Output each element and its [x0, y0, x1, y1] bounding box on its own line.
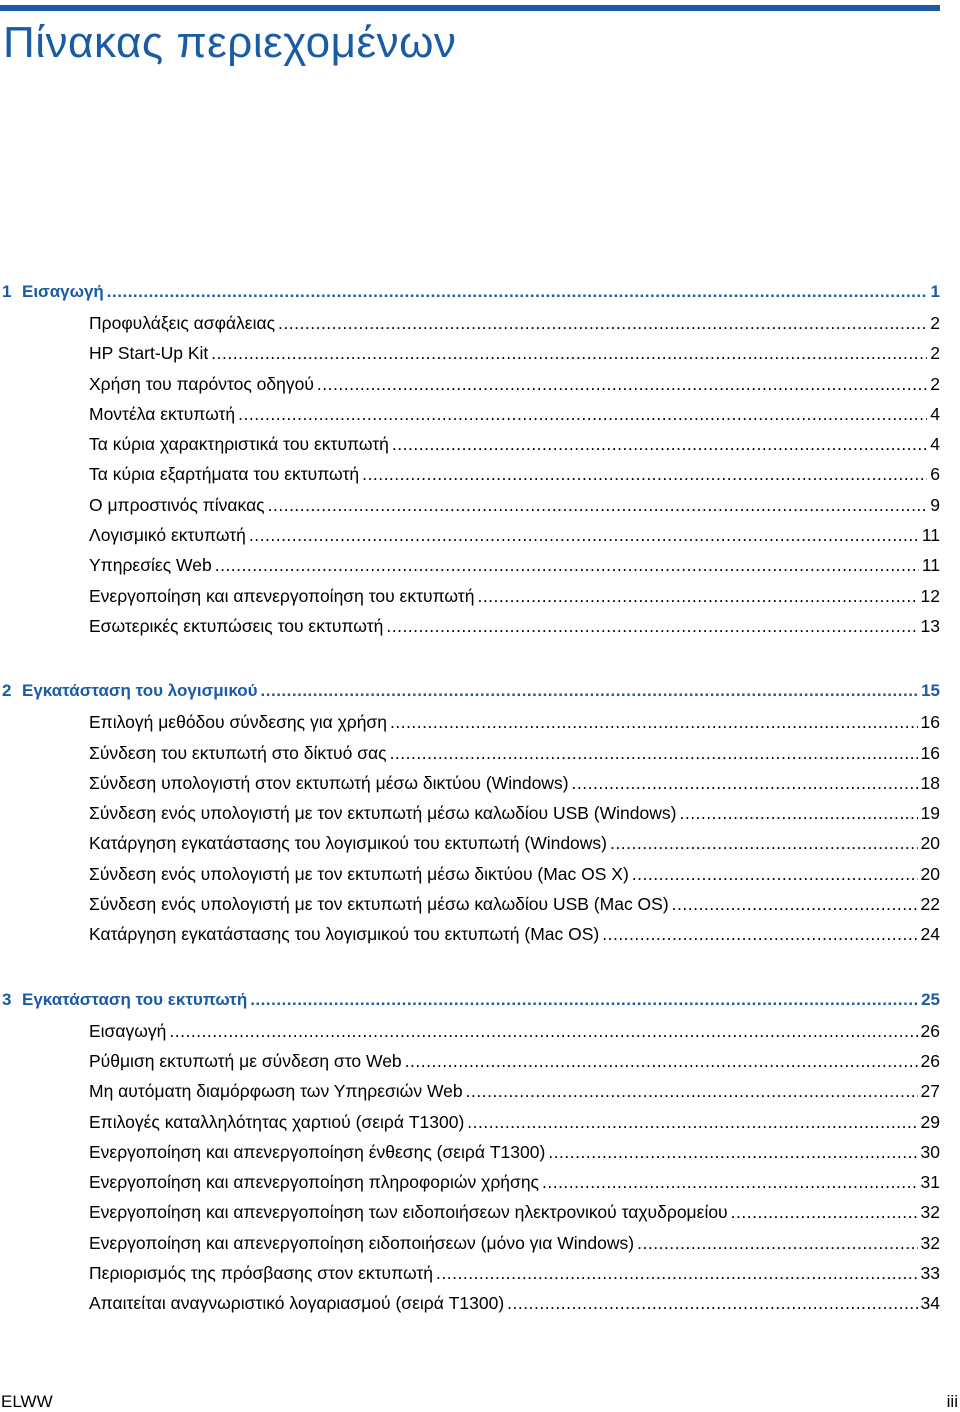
toc-entry-link[interactable] — [0, 859, 940, 889]
entry-title: Μοντέλα εκτυπωτή — [89, 403, 236, 424]
dot-leader — [436, 1258, 918, 1288]
dot-leader — [390, 738, 918, 768]
toc-chapter-link[interactable] — [0, 675, 940, 707]
dot-leader — [507, 1288, 917, 1318]
page-title: Πίνακας περιεχομένων — [3, 18, 457, 67]
entry-title: Κατάργηση εγκατάστασης του λογισμικού του εκτυπωτή (Mac OS) — [89, 924, 600, 945]
entry-page: 11 — [921, 525, 940, 546]
entry-page: 18 — [920, 772, 940, 793]
chapter-page: 25 — [921, 989, 940, 1009]
entry-page: 2 — [930, 313, 940, 333]
entry-page: 19 — [920, 803, 940, 824]
dot-leader — [390, 707, 918, 737]
dot-leader — [278, 308, 927, 338]
dot-leader — [542, 1167, 918, 1197]
entry-title: Σύνδεση του εκτυπωτή στο δίκτυό σας — [89, 742, 387, 763]
entry-page: 33 — [920, 1263, 940, 1284]
entry-page: 32 — [920, 1232, 940, 1253]
toc-chapter — [0, 276, 940, 641]
chapter-number: 3 — [2, 989, 12, 1009]
entry-page: 4 — [930, 403, 940, 424]
entry-page: 4 — [930, 434, 940, 455]
toc-entry-link[interactable] — [0, 1228, 940, 1258]
toc-entry-link[interactable] — [0, 1076, 940, 1106]
entry-title: Εισαγωγή — [89, 1020, 167, 1041]
entry-page: 13 — [920, 615, 940, 636]
dot-leader — [548, 1137, 917, 1167]
chapter-title: Εγκατάσταση του εκτυπωτή — [22, 989, 248, 1009]
entry-title: Κατάργηση εγκατάστασης του λογισμικού του εκτυπωτή (Windows) — [89, 833, 608, 854]
dot-leader — [637, 1228, 917, 1258]
toc-entry-link[interactable] — [0, 1137, 940, 1167]
entry-title: Ενεργοποίηση και απενεργοποίηση πληροφοριών χρήσης — [89, 1172, 539, 1193]
dot-leader — [672, 889, 918, 919]
toc-entry-link[interactable] — [0, 338, 940, 368]
entry-page: 22 — [920, 894, 940, 915]
toc-entry-link[interactable] — [0, 1167, 940, 1197]
entry-title: Ενεργοποίηση και απενεργοποίηση των ειδοποιήσεων ηλεκτρονικού ταχυδρομείου — [89, 1202, 728, 1223]
entry-page: 16 — [920, 712, 940, 733]
entry-title: Χρήση του παρόντος οδηγού — [89, 373, 314, 394]
toc-chapter-link[interactable] — [0, 984, 940, 1016]
toc-entry-link[interactable] — [0, 738, 940, 768]
toc-entry-link[interactable] — [0, 1258, 940, 1288]
entry-title: Ρύθμιση εκτυπωτή με σύνδεση στο Web — [89, 1050, 402, 1071]
entry-title: Ενεργοποίηση και απενεργοποίηση ένθεσης (σειρά T1300) — [89, 1141, 546, 1162]
dot-leader — [362, 459, 927, 489]
toc-entry-link[interactable] — [0, 1107, 940, 1137]
dot-leader — [250, 984, 918, 1016]
dot-leader — [477, 581, 917, 611]
entry-title: Τα κύρια χαρακτηριστικά του εκτυπωτή — [89, 434, 389, 455]
entry-title: Τα κύρια εξαρτήματα του εκτυπωτή — [89, 464, 360, 485]
entry-title: Ενεργοποίηση και απενεργοποίηση ειδοποιήσεων (μόνο για Windows) — [89, 1232, 635, 1253]
dot-leader — [405, 1046, 918, 1076]
entry-title: Προφυλάξεις ασφάλειας — [89, 313, 276, 333]
entry-title: Περιορισμός της πρόσβασης στον εκτυπωτή — [89, 1263, 434, 1284]
footer-page-number: iii — [946, 1392, 958, 1411]
toc-entry-link[interactable] — [0, 707, 940, 737]
entry-page: 2 — [930, 343, 940, 364]
toc-entry-link[interactable] — [0, 490, 940, 520]
toc-entry-link[interactable] — [0, 399, 940, 429]
entry-page: 20 — [920, 863, 940, 884]
entry-page: 6 — [930, 464, 940, 485]
entry-page: 31 — [920, 1172, 940, 1193]
entry-title: Λογισμικό εκτυπωτή — [89, 525, 246, 546]
entry-title: Επιλογή μεθόδου σύνδεσης για χρήση — [89, 712, 387, 733]
entry-title: Σύνδεση ενός υπολογιστή με τον εκτυπωτή μέσω δικτύου (Mac OS X) — [89, 863, 629, 884]
entry-title: Ενεργοποίηση και απενεργοποίηση του εκτυπωτή — [89, 585, 475, 606]
dot-leader — [572, 768, 918, 798]
toc-entry-link[interactable] — [0, 919, 940, 949]
chapter-page: 1 — [930, 282, 940, 301]
chapter-title: Εισαγωγή — [22, 282, 104, 301]
entry-page: 12 — [920, 585, 940, 606]
entry-page: 27 — [920, 1081, 940, 1102]
toc-entry-link[interactable] — [0, 429, 940, 459]
dot-leader — [107, 276, 928, 308]
dot-leader — [215, 550, 919, 580]
toc-entry-link[interactable] — [0, 828, 940, 858]
entry-page: 2 — [930, 373, 940, 394]
top-rule — [0, 5, 940, 11]
toc-chapter-link[interactable] — [0, 276, 940, 308]
entry-title: Υπηρεσίες Web — [89, 555, 212, 576]
toc-entry-link[interactable] — [0, 550, 940, 580]
dot-leader — [386, 611, 917, 641]
dot-leader — [261, 675, 919, 707]
dot-leader — [238, 399, 927, 429]
entry-page: 16 — [920, 742, 940, 763]
toc-entry-link[interactable] — [0, 889, 940, 919]
dot-leader — [610, 828, 918, 858]
entry-page: 32 — [920, 1202, 940, 1223]
entry-page: 34 — [920, 1293, 940, 1314]
entry-page: 20 — [920, 833, 940, 854]
table-of-contents — [0, 276, 940, 1319]
toc-chapter — [0, 984, 940, 1319]
dot-leader — [317, 369, 927, 399]
dot-leader — [392, 429, 927, 459]
toc-entry-link[interactable] — [0, 1046, 940, 1076]
footer-doc-code: ELWW — [1, 1392, 53, 1411]
toc-entry-link[interactable] — [0, 611, 940, 641]
toc-entry-link[interactable] — [0, 581, 940, 611]
dot-leader — [679, 798, 917, 828]
dot-leader — [211, 338, 927, 368]
chapter-title: Εγκατάσταση του λογισμικού — [22, 681, 258, 701]
entry-page: 24 — [920, 924, 940, 945]
entry-title: Εσωτερικές εκτυπώσεις του εκτυπωτή — [89, 615, 384, 636]
dot-leader — [169, 1016, 917, 1046]
entry-title: Απαιτείται αναγνωριστικό λογαριασμού (σειρά T1300) — [89, 1293, 505, 1314]
dot-leader — [731, 1197, 918, 1227]
entry-title: Σύνδεση ενός υπολογιστή με τον εκτυπωτή μέσω καλωδίου USB (Windows) — [89, 803, 677, 824]
toc-entry-link[interactable] — [0, 798, 940, 828]
dot-leader — [249, 520, 919, 550]
toc-chapter — [0, 675, 940, 949]
toc-entry-link[interactable] — [0, 768, 940, 798]
dot-leader — [632, 859, 918, 889]
toc-entry-link[interactable] — [0, 369, 940, 399]
entry-page: 26 — [920, 1020, 940, 1041]
dot-leader — [602, 919, 917, 949]
entry-page: 30 — [920, 1141, 940, 1162]
entry-page: 11 — [921, 555, 940, 576]
entry-title: Σύνδεση υπολογιστή στον εκτυπωτή μέσω δικτύου (Windows) — [89, 772, 569, 793]
entry-title: Σύνδεση ενός υπολογιστή με τον εκτυπωτή μέσω καλωδίου USB (Mac OS) — [89, 894, 669, 915]
toc-entry-link[interactable] — [0, 459, 940, 489]
dot-leader — [467, 1107, 917, 1137]
dot-leader — [466, 1076, 918, 1106]
toc-entry-link[interactable] — [0, 1288, 940, 1318]
toc-entry-link[interactable] — [0, 1197, 940, 1227]
toc-entry-link[interactable] — [0, 1016, 940, 1046]
entry-page: 29 — [920, 1111, 940, 1132]
entry-page: 9 — [930, 494, 940, 515]
entry-title: Ο μπροστινός πίνακας — [89, 494, 265, 515]
entry-title: Μη αυτόματη διαμόρφωση των Υπηρεσιών Web — [89, 1081, 463, 1102]
entry-title: Επιλογές καταλληλότητας χαρτιού (σειρά T1300) — [89, 1111, 465, 1132]
chapter-number: 2 — [2, 681, 12, 701]
toc-entry-link[interactable] — [0, 308, 940, 338]
chapter-page: 15 — [921, 681, 940, 701]
chapter-number: 1 — [2, 282, 12, 301]
toc-entry-link[interactable] — [0, 520, 940, 550]
dot-leader — [268, 490, 928, 520]
entry-page: 26 — [920, 1050, 940, 1071]
entry-title: HP Start-Up Kit — [89, 343, 209, 364]
